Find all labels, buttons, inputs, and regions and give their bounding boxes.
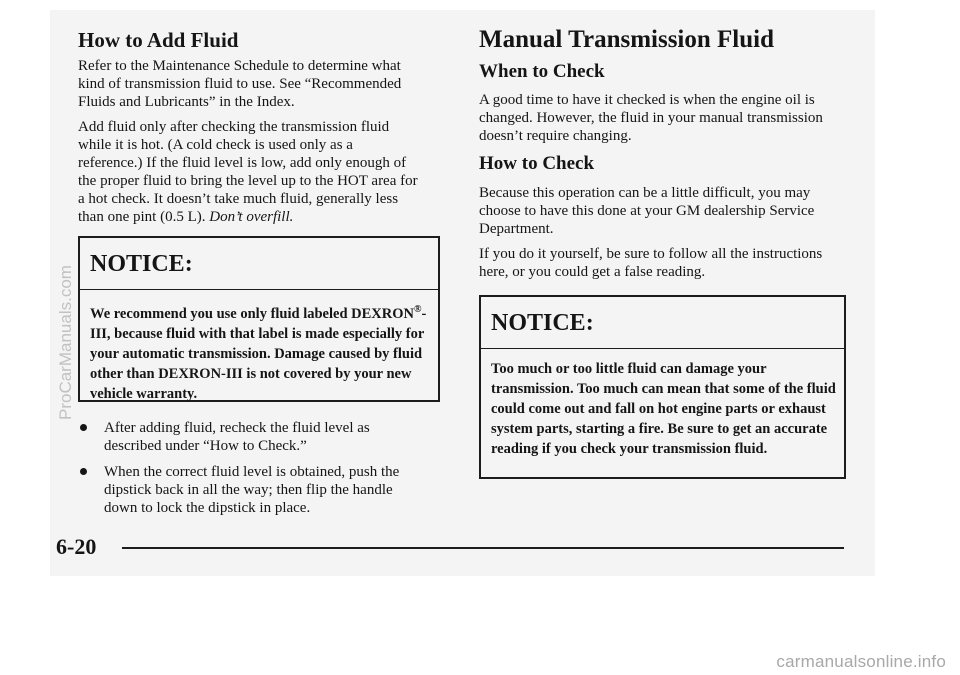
notice-body: We recommend you use only fluid labeled DEXRON®-III, because fluid with that label is made especially for your automatic transmission. Damage caused by fluid other than DEXRON-III is not covered by your new vehicle warranty. [90,304,427,402]
notice-title: NOTICE: [80,238,438,290]
notice-body: Too much or too little fluid can damage your transmission. Too much can mean that some of the fluid could come out and fall on hot engine parts or exhaust system parts, starting a fire. Be sure to get an accurate reading if you check your transmission fluid. [491,361,836,457]
bullet-icon [80,468,87,475]
how-to-check-paragraph-2: If you do it yourself, be sure to follow all the instructions here, or you could get a false reading. [479,246,823,280]
notice-box-fluid-level [479,295,846,479]
notice-box-fluid-type [78,236,440,402]
vertical-watermark: ProCarManuals.com [56,265,75,420]
bullet-icon [80,424,87,431]
when-to-check-heading: When to Check [479,61,605,82]
footer-divider [122,547,844,549]
dont-overfill-text: Don’t overfill. [209,209,294,225]
manual-page [50,10,875,576]
add-fluid-paragraph-2: Add fluid only after checking the transmission fluid while it is hot. (A cold check is used only as a reference.) If the fluid level is low, add only enough of the proper fluid to bring the level up to the HOT area for a hot check. It doesn’t take much fluid, generally less than one pint (0.5 L). Don’t overfill. [78,119,418,225]
list-item: After adding fluid, recheck the fluid level as described under “How to Check.” [78,419,423,455]
how-to-check-heading: How to Check [479,153,595,174]
manual-transmission-fluid-heading: Manual Transmission Fluid [479,26,774,53]
add-fluid-paragraph-1: Refer to the Maintenance Schedule to determine what kind of transmission fluid to use. See “Recommended Fluids and Lubricants” in the Index. [78,58,402,110]
page-number: 6-20 [56,534,97,559]
list-item: When the correct fluid level is obtained, push the dipstick back in all the way; then flip the handle down to lock the dipstick in place. [78,463,423,517]
how-to-add-fluid-heading: How to Add Fluid [78,28,239,52]
add-fluid-steps-list [78,419,423,525]
when-to-check-paragraph: A good time to have it checked is when the engine oil is changed. However, the fluid in your manual transmission doesn’t require changing. [479,92,823,144]
how-to-check-paragraph-1: Because this operation can be a little difficult, you may choose to have this done at your GM dealership Service Department. [479,185,815,237]
notice-title: NOTICE: [481,297,844,349]
bottom-watermark: carmanualsonline.info [776,652,946,671]
